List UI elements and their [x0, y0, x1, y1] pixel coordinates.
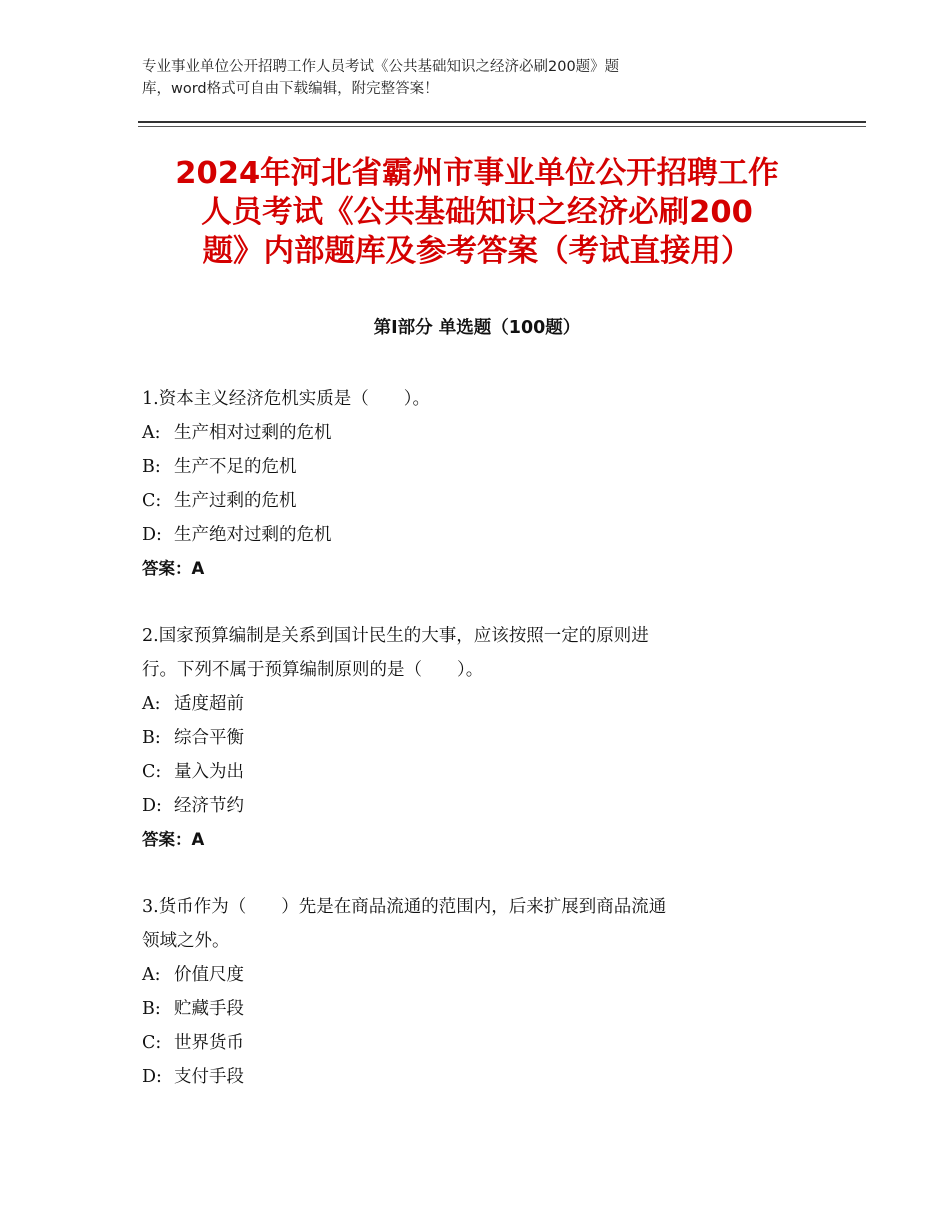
option-text: 生产绝对过剩的危机	[174, 525, 332, 545]
option-a	[142, 416, 822, 450]
option-text: 经济节约	[174, 796, 244, 816]
option-letter: C:	[142, 1033, 162, 1053]
option-text: 支付手段	[174, 1067, 244, 1087]
answer: 答案：A	[142, 559, 205, 578]
option-letter: B:	[142, 728, 161, 748]
title-line-2: 人员考试《公共基础知识之经济必刷200	[201, 195, 753, 230]
title-line-1: 2024年河北省霸州市事业单位公开招聘工作	[175, 156, 779, 191]
option-text: 生产相对过剩的危机	[174, 423, 332, 443]
question-3	[142, 890, 822, 1094]
option-letter: A:	[142, 965, 161, 985]
question-text: 2.国家预算编制是关系到国计民生的大事，应该按照一定的原则进	[142, 626, 649, 646]
option-text: 贮藏手段	[174, 999, 244, 1019]
section-heading: 第Ⅰ部分 单选题（100题）	[373, 318, 581, 338]
document-title	[142, 154, 812, 271]
option-text: 价值尺度	[174, 965, 244, 985]
question-text: 3.货币作为（ ）先是在商品流通的范围内，后来扩展到商品流通	[142, 897, 667, 917]
question-2	[142, 619, 822, 857]
option-d	[142, 789, 822, 823]
option-d	[142, 518, 822, 552]
option-c	[142, 1026, 822, 1060]
option-c	[142, 484, 822, 518]
option-letter: D:	[142, 525, 162, 545]
option-d	[142, 1060, 822, 1094]
header-note	[142, 56, 782, 100]
option-b	[142, 721, 822, 755]
option-letter: B:	[142, 457, 161, 477]
title-line-3: 题》内部题库及参考答案（考试直接用）	[202, 234, 752, 269]
header-divider-thick	[138, 121, 866, 123]
option-letter: A:	[142, 423, 161, 443]
option-text: 生产不足的危机	[174, 457, 297, 477]
header-divider-thin	[138, 126, 866, 127]
option-letter: B:	[142, 999, 161, 1019]
header-note-line-1: 专业事业单位公开招聘工作人员考试《公共基础知识之经济必刷200题》题	[142, 59, 620, 75]
question-text: 领域之外。	[142, 931, 230, 951]
option-a	[142, 958, 822, 992]
header-note-line-2: 库，word格式可自由下载编辑，附完整答案！	[142, 81, 439, 97]
question-1	[142, 382, 822, 586]
option-letter: C:	[142, 491, 162, 511]
option-b	[142, 992, 822, 1026]
question-text: 行。下列不属于预算编制原则的是（ ）。	[142, 660, 484, 680]
option-a	[142, 687, 822, 721]
option-letter: D:	[142, 1067, 162, 1087]
option-text: 生产过剩的危机	[174, 491, 297, 511]
question-list	[142, 382, 822, 1127]
answer: 答案：A	[142, 830, 205, 849]
option-letter: C:	[142, 762, 162, 782]
option-text: 适度超前	[174, 694, 244, 714]
option-letter: D:	[142, 796, 162, 816]
option-b	[142, 450, 822, 484]
option-letter: A:	[142, 694, 161, 714]
option-text: 综合平衡	[174, 728, 244, 748]
question-text: 1.资本主义经济危机实质是（ ）。	[142, 389, 430, 409]
option-c	[142, 755, 822, 789]
option-text: 世界货币	[174, 1033, 244, 1053]
option-text: 量入为出	[174, 762, 244, 782]
